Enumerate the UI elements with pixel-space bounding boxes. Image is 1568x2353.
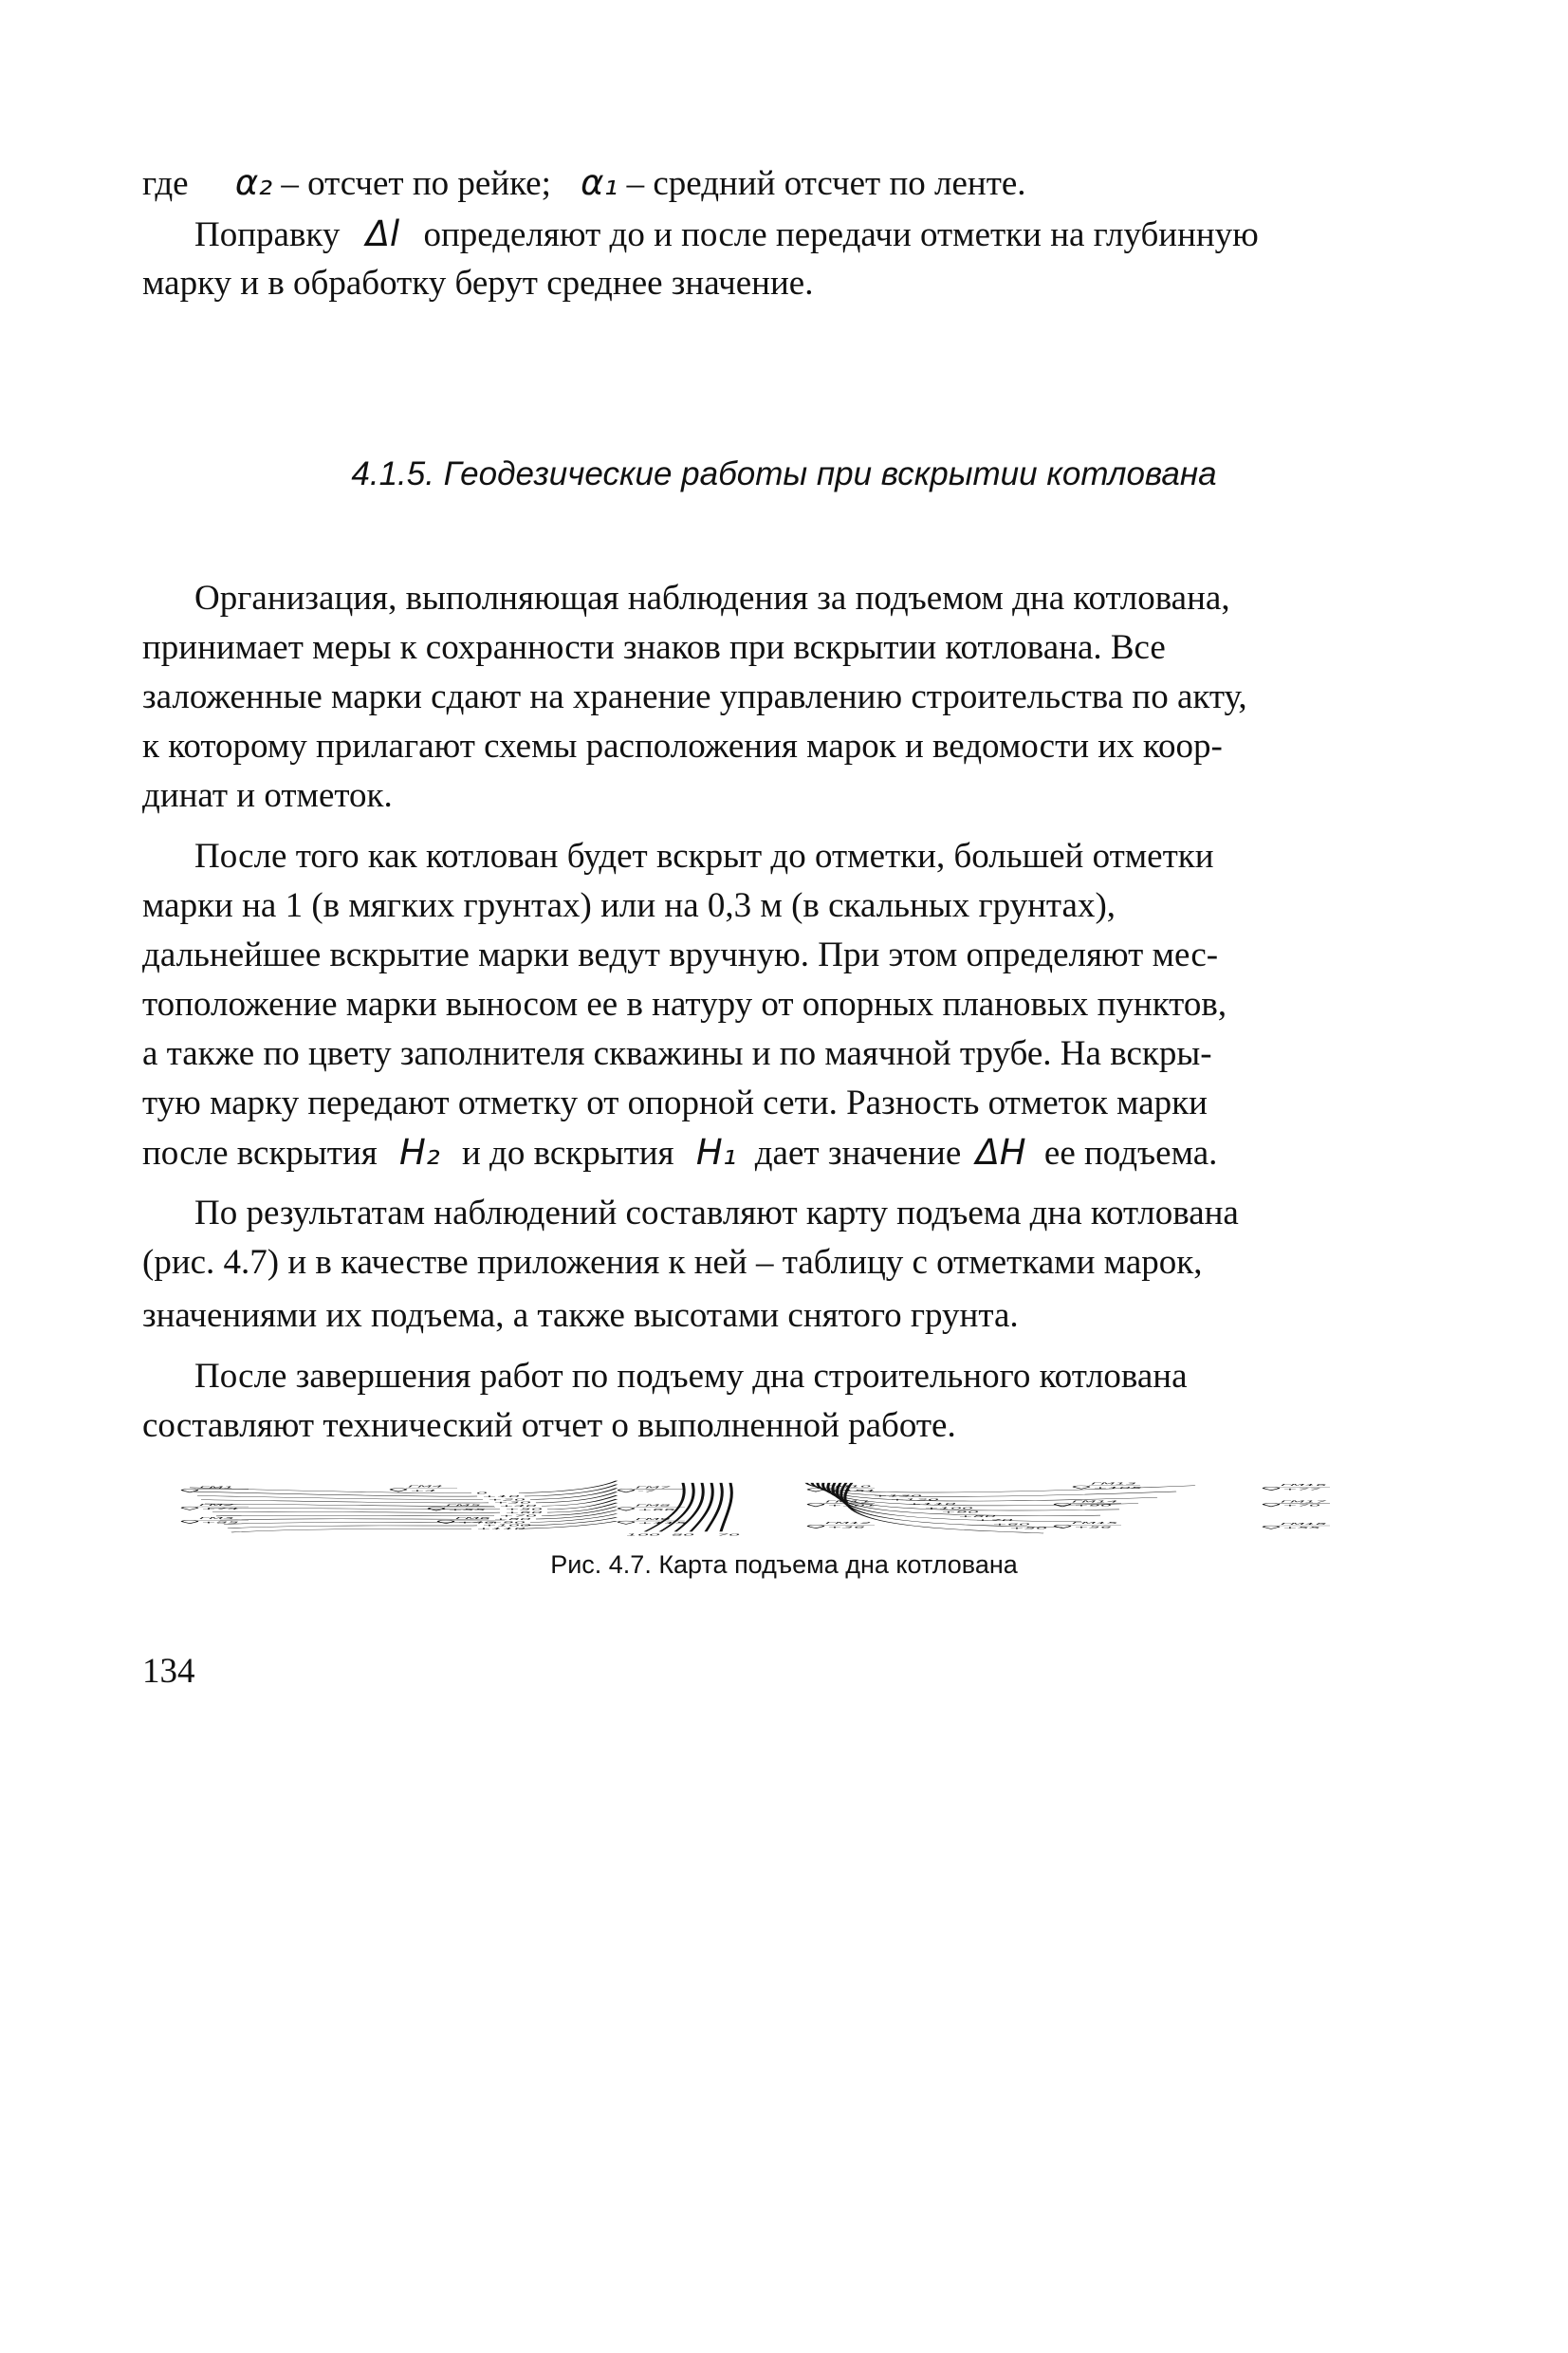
contour-line-left xyxy=(212,1511,500,1512)
benchmark-5 xyxy=(1074,1483,1142,1490)
benchmark-name: ГМ3 xyxy=(199,1516,234,1520)
p3-line-3: значениями их подъема, а также высотами снятого грунта. xyxy=(142,1296,1019,1335)
benchmark-rise-value: +70 xyxy=(1282,1504,1321,1508)
p2-line-4: тоположение марки выносом ее в натуру от опорных плановых пунктов, xyxy=(142,985,1227,1024)
symbol-delta-l: Δl xyxy=(365,213,400,254)
contour-label-left: +90 xyxy=(488,1520,526,1525)
benchmark-pin-icon xyxy=(1055,1525,1070,1528)
benchmark-17 xyxy=(1055,1522,1121,1529)
contour-label-left: +70 xyxy=(499,1514,538,1518)
gives-value-text: дает значение xyxy=(754,1134,962,1173)
benchmark-rise-value: +115 xyxy=(637,1521,688,1525)
section-heading: 4.1.5. Геодезические работы при вскрытии котлована xyxy=(351,455,1217,492)
benchmark-rise-value: +4 xyxy=(410,1489,436,1492)
benchmark-rise-value: +77 xyxy=(1282,1488,1321,1491)
p3-line-1: По результатам наблюдений составляют карту подъема дна котлована xyxy=(194,1194,1239,1232)
benchmark-name: ГМ14 xyxy=(1072,1500,1118,1504)
benchmark-rise-value: +90 xyxy=(1074,1504,1113,1508)
benchmark-pin-icon xyxy=(1264,1503,1279,1506)
benchmark-name: ГМ11 xyxy=(825,1500,872,1504)
benchmark-name: ГМ5 xyxy=(446,1504,481,1508)
benchmark-rise-value: +56 xyxy=(1074,1526,1113,1529)
p2-line-1: После того как котлован будет вскрыт до отметки, большей отметки xyxy=(194,837,1214,876)
contour-line-left-tail xyxy=(536,1491,617,1503)
benchmark-12 xyxy=(1264,1500,1330,1507)
benchmark-name: ГМ6 xyxy=(455,1516,490,1520)
benchmark-rise-value: +55 xyxy=(1282,1526,1321,1529)
contour-label-left: +30 xyxy=(493,1501,532,1505)
contour-line-left-tail xyxy=(530,1513,617,1522)
page-number: 134 xyxy=(142,1652,195,1691)
p2-line-3: дальнейшее вскрытие марки ведут вручную. При этом определяют мес- xyxy=(142,936,1219,974)
benchmark-name: ГМ18 xyxy=(1281,1522,1327,1526)
benchmark-name: ГМ2 xyxy=(199,1503,234,1507)
benchmark-16 xyxy=(808,1522,875,1529)
p1-line-1: Организация, выполняющая наблюдения за подъемом дна котлована, xyxy=(194,579,1230,618)
figure-caption: Рис. 4.7. Карта подъема дна котлована xyxy=(550,1550,1018,1579)
before-opening-text: и до вскрытия xyxy=(461,1134,674,1173)
contour-line-left-tail xyxy=(536,1510,617,1519)
p1-line-2: принимает меры к сохранности знаков при вскрытии котлована. Все xyxy=(142,628,1166,667)
benchmark-11 xyxy=(1055,1500,1121,1507)
contour-line-left-tail xyxy=(542,1495,617,1506)
benchmark-rise-value: +105 xyxy=(1093,1486,1143,1490)
benchmark-name: ГМ9 xyxy=(636,1517,671,1521)
contour-label-right: +110 xyxy=(907,1502,957,1506)
its-rise-text: ее подъема. xyxy=(1043,1134,1218,1173)
contour-label-right: +100 xyxy=(924,1506,974,1510)
symbol-a2: α₂ xyxy=(234,162,273,203)
benchmark-rise-value: +36 xyxy=(827,1526,866,1529)
benchmark-rise-value: -7 xyxy=(637,1490,655,1493)
benchmark-2 xyxy=(391,1485,457,1491)
correction-prefix: Поправку xyxy=(194,215,341,254)
contour-label-right: +120 xyxy=(890,1498,940,1502)
benchmark-rise-value: +101 xyxy=(827,1504,877,1508)
contour-label-left: +60 xyxy=(505,1510,544,1514)
contour-label-right: +60 xyxy=(992,1523,1031,1527)
benchmark-pin-icon xyxy=(618,1521,634,1524)
p3-line-2: (рис. 4.7) и в качестве приложения к ней – таблицу с отметками марок, xyxy=(142,1243,1203,1282)
benchmark-pin-icon xyxy=(1074,1486,1089,1489)
text-line-formula xyxy=(142,161,1026,206)
text-line-average: марку и в обработку берут среднее значение. xyxy=(142,264,814,303)
benchmark-pin-icon xyxy=(182,1520,197,1523)
contour-line-left-tail xyxy=(542,1507,617,1516)
contour-label-right: +130 xyxy=(873,1494,923,1498)
word-where: где xyxy=(142,164,189,203)
contour-label-bottom: 100 xyxy=(626,1532,661,1537)
benchmark-pin-icon xyxy=(808,1503,823,1506)
contour-label-left: 0 xyxy=(476,1491,489,1495)
p1-line-4: к которому прилагают схемы расположения марок и ведомости их коор- xyxy=(142,727,1223,766)
contour-label-right: +70 xyxy=(975,1518,1014,1522)
benchmark-name: ГМ7 xyxy=(636,1486,671,1490)
contour-line-left-tail xyxy=(519,1481,617,1493)
after-opening-text: после вскрытия xyxy=(142,1134,378,1173)
p2-line-6: тую марку передают отметку от опорной сети. Разность отметок марки xyxy=(142,1084,1208,1122)
contour-line-left-tail xyxy=(547,1503,617,1512)
contour-label-right: +90 xyxy=(941,1510,980,1514)
benchmark-rise-value: +55 xyxy=(448,1508,487,1511)
benchmark-rise-value: +85 xyxy=(201,1521,240,1525)
p1-line-5: динат и отметок. xyxy=(142,776,393,815)
contour-label-right: +80 xyxy=(958,1514,997,1518)
contour-label-left: +20 xyxy=(488,1497,526,1502)
benchmark-pin-icon xyxy=(429,1508,444,1510)
benchmark-name: ГМ15 xyxy=(1072,1521,1118,1525)
p2-line-2: марки на 1 (в мягких грунтах) или на 0,3 м (в скальных грунтах), xyxy=(142,886,1116,925)
contour-label-left: +100 xyxy=(482,1524,532,1528)
p1-line-3: заложенные марки сдают на хранение управлению строительства по акту, xyxy=(142,677,1247,716)
contour-line-left-tail xyxy=(547,1499,617,1510)
contour-label-left: +110 xyxy=(476,1527,526,1530)
p4-line-1: После завершения работ по подъему дна строительного котлована xyxy=(194,1357,1188,1396)
benchmark-9 xyxy=(618,1504,685,1510)
benchmark-pin-icon xyxy=(1264,1487,1279,1490)
contour-label-bottom: 80 xyxy=(672,1532,695,1537)
contour-label-left: +10 xyxy=(482,1494,521,1498)
contour-line-left xyxy=(194,1491,477,1496)
contour-line-left-tail xyxy=(525,1517,617,1526)
benchmark-rise-value: +74 xyxy=(201,1507,240,1510)
symbol-h2: H₂ xyxy=(399,1132,440,1173)
benchmark-pin-icon xyxy=(182,1507,197,1510)
benchmark-name: ГМ13 xyxy=(1091,1482,1137,1486)
benchmark-name: ГМ8 xyxy=(636,1504,671,1508)
benchmark-name: ГМ1 xyxy=(199,1486,234,1490)
benchmark-name: ГМ4 xyxy=(408,1485,443,1489)
excavation-rise-map xyxy=(152,1480,1413,1537)
benchmark-rise-value: +46 xyxy=(457,1521,496,1525)
contour-label-bottom: 70 xyxy=(717,1532,741,1537)
benchmark-pin-icon xyxy=(1264,1526,1279,1529)
benchmark-rise-value: +151 xyxy=(827,1489,877,1492)
benchmark-7 xyxy=(182,1504,249,1510)
contour-line-left xyxy=(231,1529,471,1532)
benchmark-13 xyxy=(182,1517,249,1524)
symbol-a1: α₁ xyxy=(581,162,618,203)
contour-label-left: +80 xyxy=(493,1517,532,1521)
p4-line-2: составляют технический отчет о выполненной работе. xyxy=(142,1406,956,1445)
reading-tape-text: – средний отсчет по ленте. xyxy=(626,164,1026,203)
benchmark-3 xyxy=(618,1486,685,1492)
contour-line-left xyxy=(201,1500,489,1503)
benchmark-pin-icon xyxy=(391,1489,406,1491)
benchmark-name: ГМ17 xyxy=(1281,1500,1327,1504)
p2-line-7 xyxy=(142,1131,1217,1176)
benchmark-pin-icon xyxy=(438,1520,453,1523)
benchmark-name: ГМ10 xyxy=(825,1485,872,1489)
benchmark-8 xyxy=(429,1504,495,1510)
benchmark-pin-icon xyxy=(808,1525,823,1528)
reading-rod-text: – отсчет по рейке; xyxy=(281,164,551,203)
benchmark-6 xyxy=(1264,1484,1330,1491)
benchmark-name: ГМ12 xyxy=(825,1521,872,1525)
symbol-delta-h: ΔH xyxy=(975,1132,1026,1173)
correction-suffix: определяют до и после передачи отметки на глубинную xyxy=(423,215,1259,254)
p2-line-5: а также по цвету заполнителя скважины и по маячной трубе. На вскры- xyxy=(142,1034,1212,1073)
benchmark-rise-value: +66 xyxy=(637,1508,676,1511)
benchmark-pin-icon xyxy=(618,1508,634,1510)
symbol-h1: H₁ xyxy=(695,1132,737,1173)
benchmark-name: ГМ16 xyxy=(1281,1483,1327,1487)
contour-label-left: +50 xyxy=(505,1508,544,1511)
benchmark-pin-icon xyxy=(618,1489,634,1491)
contour-line-left xyxy=(228,1526,477,1529)
contour-label-right: +50 xyxy=(1009,1527,1048,1530)
text-line-correction xyxy=(194,213,1426,257)
benchmark-18 xyxy=(1264,1523,1330,1529)
contour-line-left xyxy=(216,1515,494,1516)
contour-label-left: +40 xyxy=(499,1504,538,1508)
